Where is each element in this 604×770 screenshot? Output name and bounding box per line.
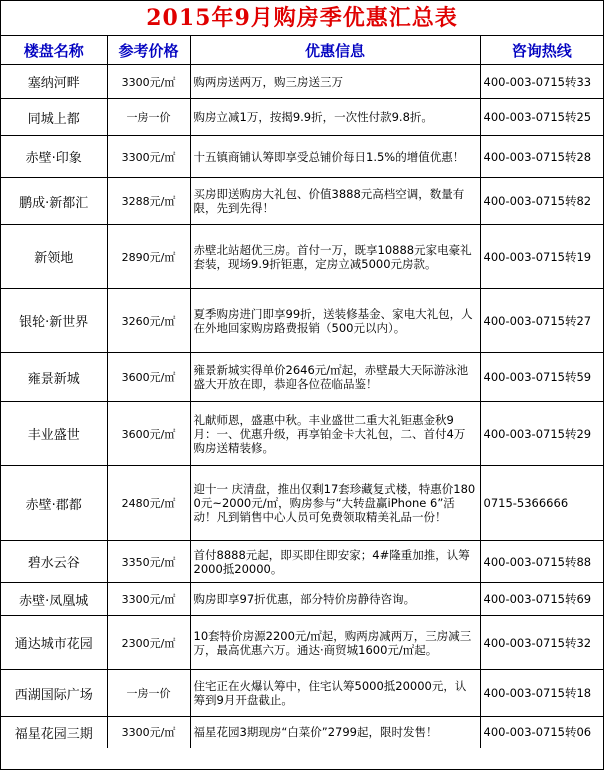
- cell-name: 新领地: [1, 225, 107, 289]
- cell-name: 塞纳河畔: [1, 65, 107, 99]
- cell-price: 2300元/㎡: [107, 616, 190, 670]
- table-row: [1, 541, 603, 583]
- table-row: [1, 402, 603, 466]
- cell-info: 夏季购房进门即享99折，送装修基金、家电大礼包，人在外地回家购房路费报销（500元以内）。: [190, 289, 480, 353]
- cell-price: 3300元/㎡: [107, 65, 190, 99]
- cell-phone: 400-003-0715转82: [480, 178, 603, 225]
- cell-phone: 400-003-0715转29: [480, 402, 603, 466]
- cell-price: 3600元/㎡: [107, 353, 190, 402]
- cell-info: 购房立减1万，按揭9.9折，一次性付款9.8折。: [190, 99, 480, 136]
- cell-phone: 400-003-0715转18: [480, 670, 603, 717]
- table-row: [1, 616, 603, 670]
- cell-info: 10套特价房源2200元/㎡起，购两房减两万，三房减三万，最高优惠六万。通达·商贸城1600元/㎡起。: [190, 616, 480, 670]
- table-row: [1, 99, 603, 136]
- cell-price: 3350元/㎡: [107, 541, 190, 583]
- cell-price: 3300元/㎡: [107, 583, 190, 616]
- table-row: [1, 225, 603, 289]
- cell-info: 迎十一 庆清盘，推出仅剩17套珍藏复式楼，特惠价1800元~2000元/㎡，购房参与“大转盘赢iPhone 6”活动！凡到销售中心人员可免费领取精美礼品一份！: [190, 466, 480, 541]
- table-row: [1, 670, 603, 717]
- cell-info: 赤壁北站超优三房。首付一万，既享10888元家电豪礼套装，现场9.9折钜惠，定房立减5000元房款。: [190, 225, 480, 289]
- table-row: [1, 353, 603, 402]
- cell-phone: 400-003-0715转27: [480, 289, 603, 353]
- cell-name: 鹏成·新都汇: [1, 178, 107, 225]
- cell-name: 福星花园三期: [1, 717, 107, 748]
- cell-info: 礼献师恩，盛惠中秋。丰业盛世二重大礼钜惠金秋9月：一、优惠升级，再享铂金卡大礼包，二、首付4万购房送精装修。: [190, 402, 480, 466]
- promo-table: [1, 36, 603, 748]
- table-row: [1, 65, 603, 99]
- header-row: [1, 36, 603, 65]
- cell-info: 购两房送两万，购三房送三万: [190, 65, 480, 99]
- cell-info: 福星花园3期现房“白菜价”2799起，限时发售！: [190, 717, 480, 748]
- table-row: [1, 178, 603, 225]
- cell-info: 十五镇商铺认筹即享受总铺价每日1.5%的增值优惠！: [190, 136, 480, 178]
- cell-price: 3600元/㎡: [107, 402, 190, 466]
- header-name: 楼盘名称: [1, 36, 107, 65]
- table-row: [1, 289, 603, 353]
- cell-price: 3260元/㎡: [107, 289, 190, 353]
- header-phone: 咨询热线: [480, 36, 603, 65]
- cell-price: 3300元/㎡: [107, 136, 190, 178]
- cell-name: 赤壁·郡都: [1, 466, 107, 541]
- header-price: 参考价格: [107, 36, 190, 65]
- table-row: [1, 136, 603, 178]
- cell-phone: 0715-5366666: [480, 466, 603, 541]
- cell-name: 西湖国际广场: [1, 670, 107, 717]
- cell-name: 通达城市花园: [1, 616, 107, 670]
- cell-info: 雍景新城实得单价2646元/㎡起，赤壁最大天际游泳池盛大开放在即，恭迎各位莅临品鉴！: [190, 353, 480, 402]
- cell-price: 3288元/㎡: [107, 178, 190, 225]
- cell-phone: 400-003-0715转33: [480, 65, 603, 99]
- cell-phone: 400-003-0715转88: [480, 541, 603, 583]
- cell-info: 住宅正在火爆认筹中，住宅认筹5000抵20000元，认筹到9月开盘截止。: [190, 670, 480, 717]
- cell-name: 碧水云谷: [1, 541, 107, 583]
- cell-phone: 400-003-0715转06: [480, 717, 603, 748]
- cell-phone: 400-003-0715转59: [480, 353, 603, 402]
- cell-phone: 400-003-0715转28: [480, 136, 603, 178]
- table-row: [1, 466, 603, 541]
- page-title: 2015年9月购房季优惠汇总表: [1, 1, 603, 36]
- table-row: [1, 717, 603, 748]
- cell-phone: 400-003-0715转32: [480, 616, 603, 670]
- cell-name: 雍景新城: [1, 353, 107, 402]
- cell-info: 购房即享97折优惠，部分特价房静待咨询。: [190, 583, 480, 616]
- table-row: [1, 583, 603, 616]
- cell-name: 银轮·新世界: [1, 289, 107, 353]
- cell-price: 一房一价: [107, 670, 190, 717]
- cell-price: 2480元/㎡: [107, 466, 190, 541]
- cell-name: 同城上都: [1, 99, 107, 136]
- header-info: 优惠信息: [190, 36, 480, 65]
- cell-phone: 400-003-0715转19: [480, 225, 603, 289]
- cell-price: 一房一价: [107, 99, 190, 136]
- cell-phone: 400-003-0715转69: [480, 583, 603, 616]
- cell-info: 首付8888元起，即买即住即安家；4#隆重加推，认筹2000抵20000。: [190, 541, 480, 583]
- cell-name: 丰业盛世: [1, 402, 107, 466]
- cell-name: 赤壁·凤凰城: [1, 583, 107, 616]
- cell-phone: 400-003-0715转25: [480, 99, 603, 136]
- cell-name: 赤壁·印象: [1, 136, 107, 178]
- cell-info: 买房即送购房大礼包、价值3888元高档空调，数量有限，先到先得！: [190, 178, 480, 225]
- cell-price: 2890元/㎡: [107, 225, 190, 289]
- cell-price: 3300元/㎡: [107, 717, 190, 748]
